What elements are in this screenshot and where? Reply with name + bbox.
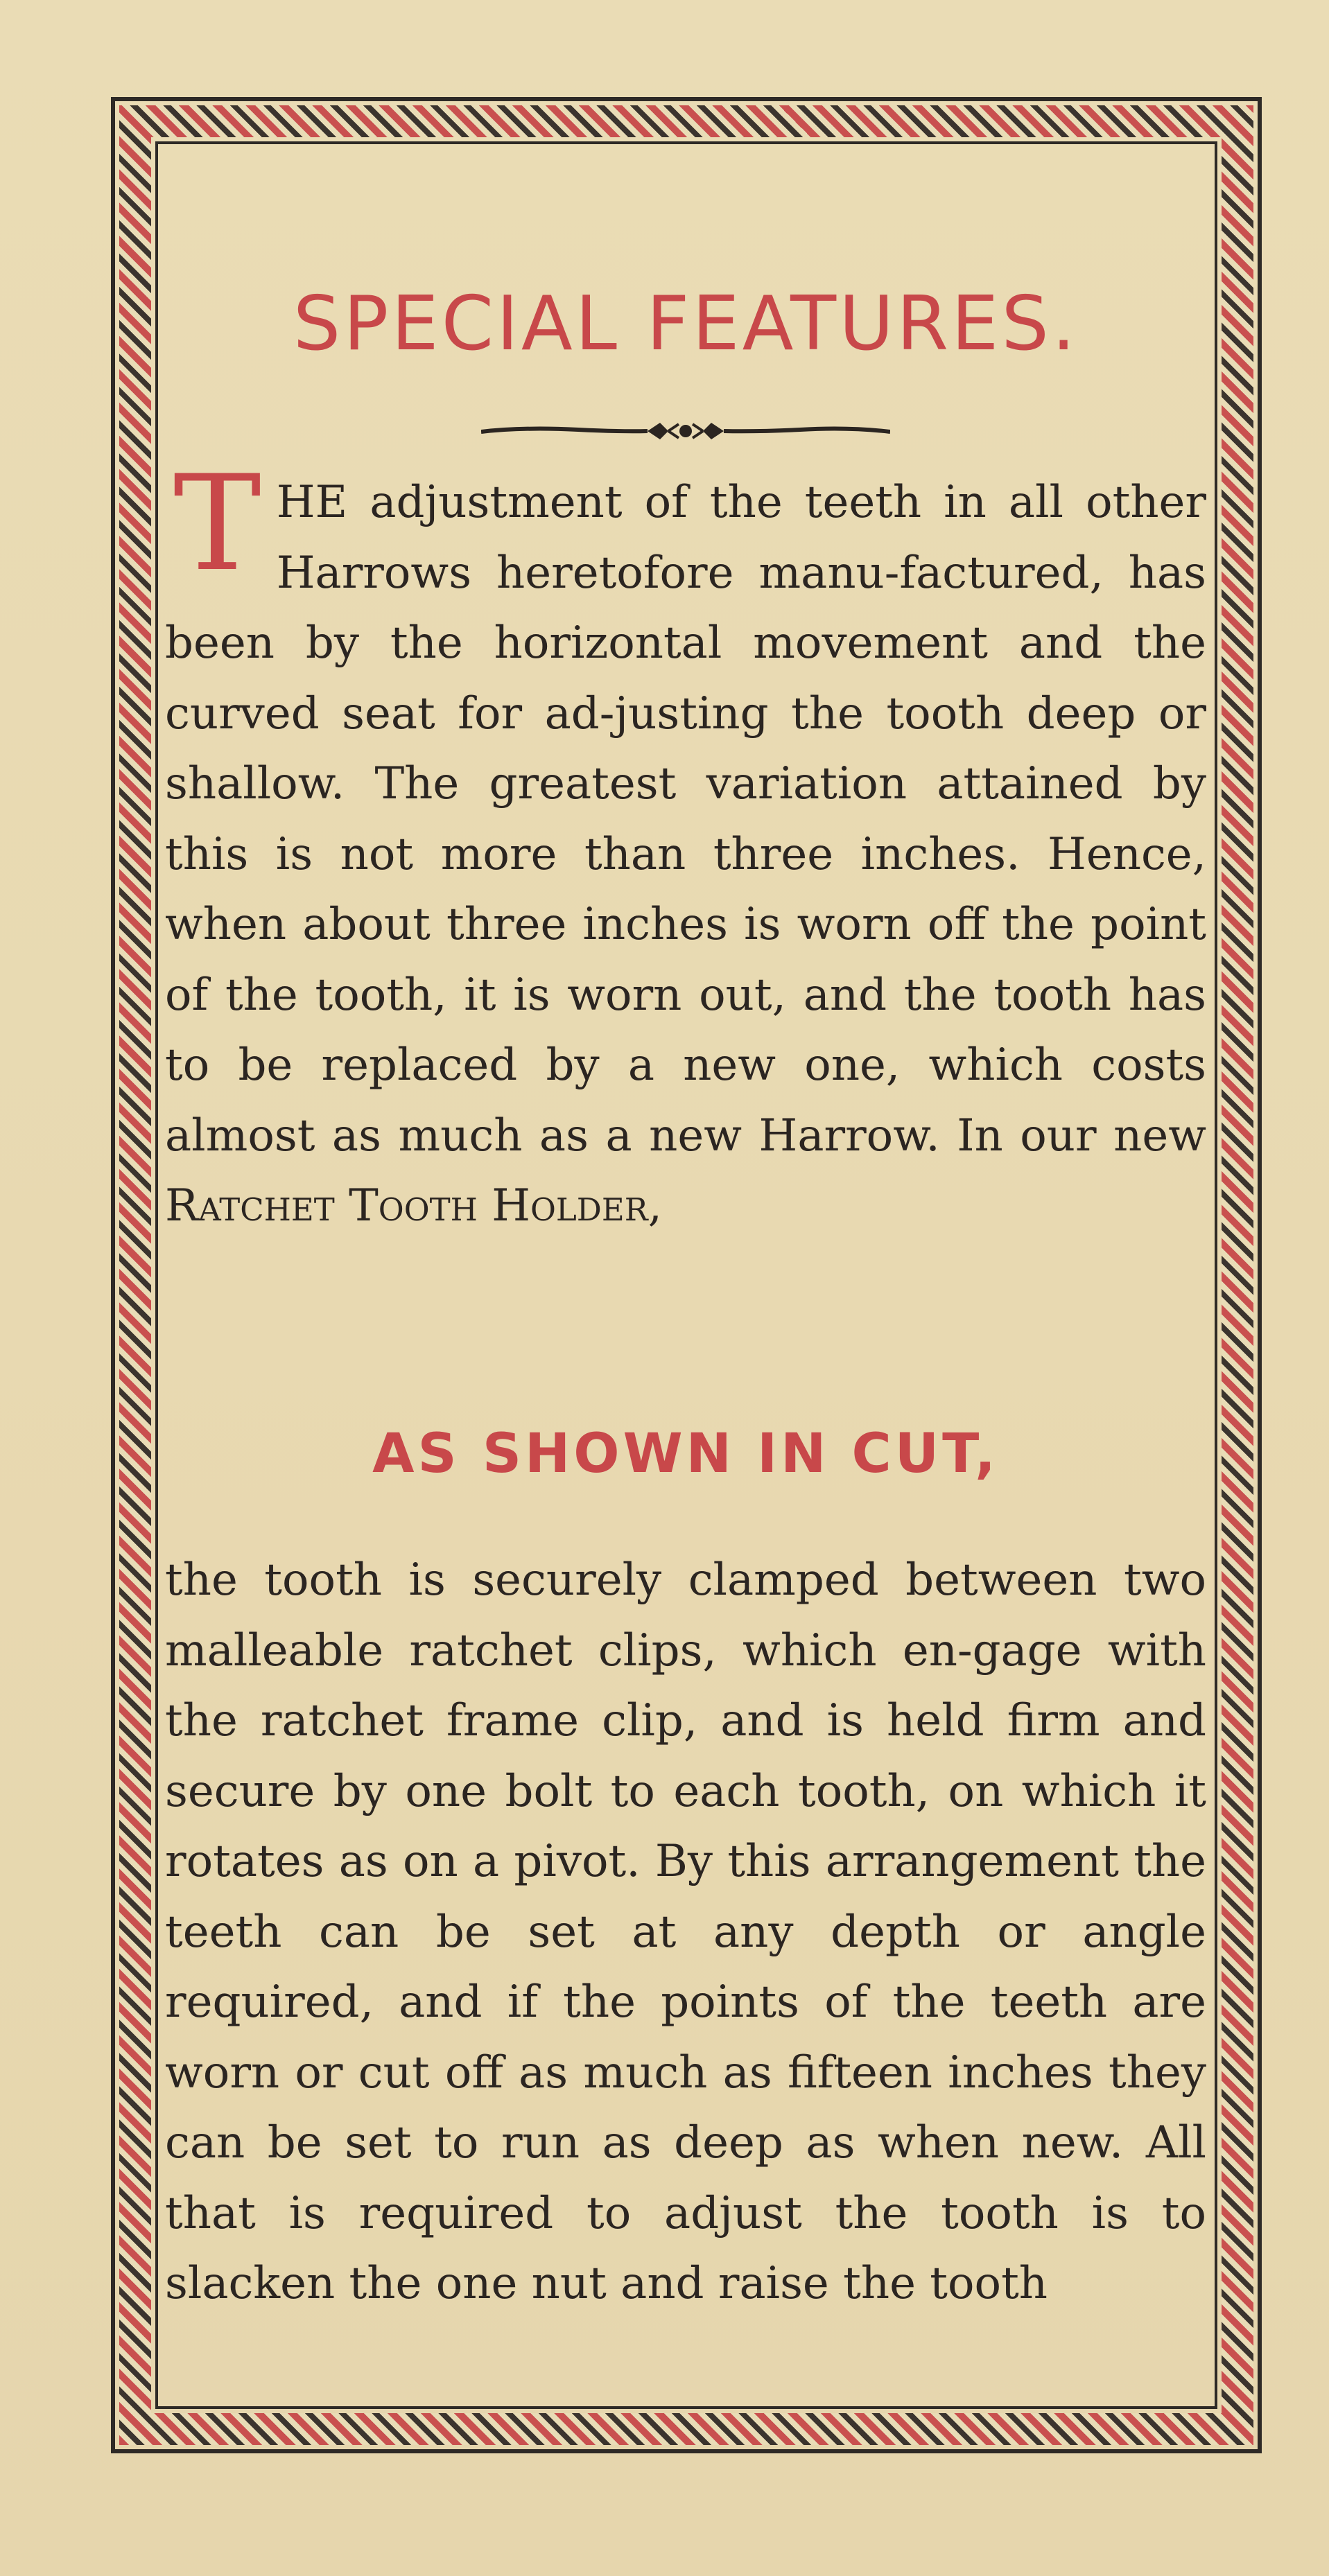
paragraph-intro-text: HE adjustment of the teeth in all other Harrows heretofore manu-factured, has been by the horizontal movement and the curved seat for ad-justing the tooth deep or shallow. The greatest variation attained by this is not more than three inches. Hence, when about three inches is worn off the point of the tooth, it is worn out, and the tooth has to be replaced by a new one, which costs almost as much as a new Harrow. In our new (165, 477, 1206, 1162)
paragraph-intro-tail: , (648, 1180, 662, 1232)
paragraph-intro (165, 447, 1206, 1242)
section-subheading: AS SHOWN IN CUT, (372, 1423, 999, 1485)
paragraph-body: the tooth is securely clamped between two malleable ratchet clips, which en-gage with the ratchet frame clip, and is held firm and secure by one bolt to each tooth, on which it rotates as on a pivot. By this arrangement the teeth can be set at any depth or angle required, and if the points of the teeth are worn or cut off as much as fifteen inches they can be set to run as deep as when new. All that is required to adjust the tooth is to slacken the one nut and raise the tooth (165, 1554, 1206, 2309)
page-title: SPECIAL FEATURES. (293, 281, 1079, 367)
drop-cap: T (173, 447, 261, 600)
scroll-ornament-icon (481, 414, 890, 449)
ratchet-tooth-holder-term: Ratchet Tooth Holder (165, 1180, 648, 1232)
